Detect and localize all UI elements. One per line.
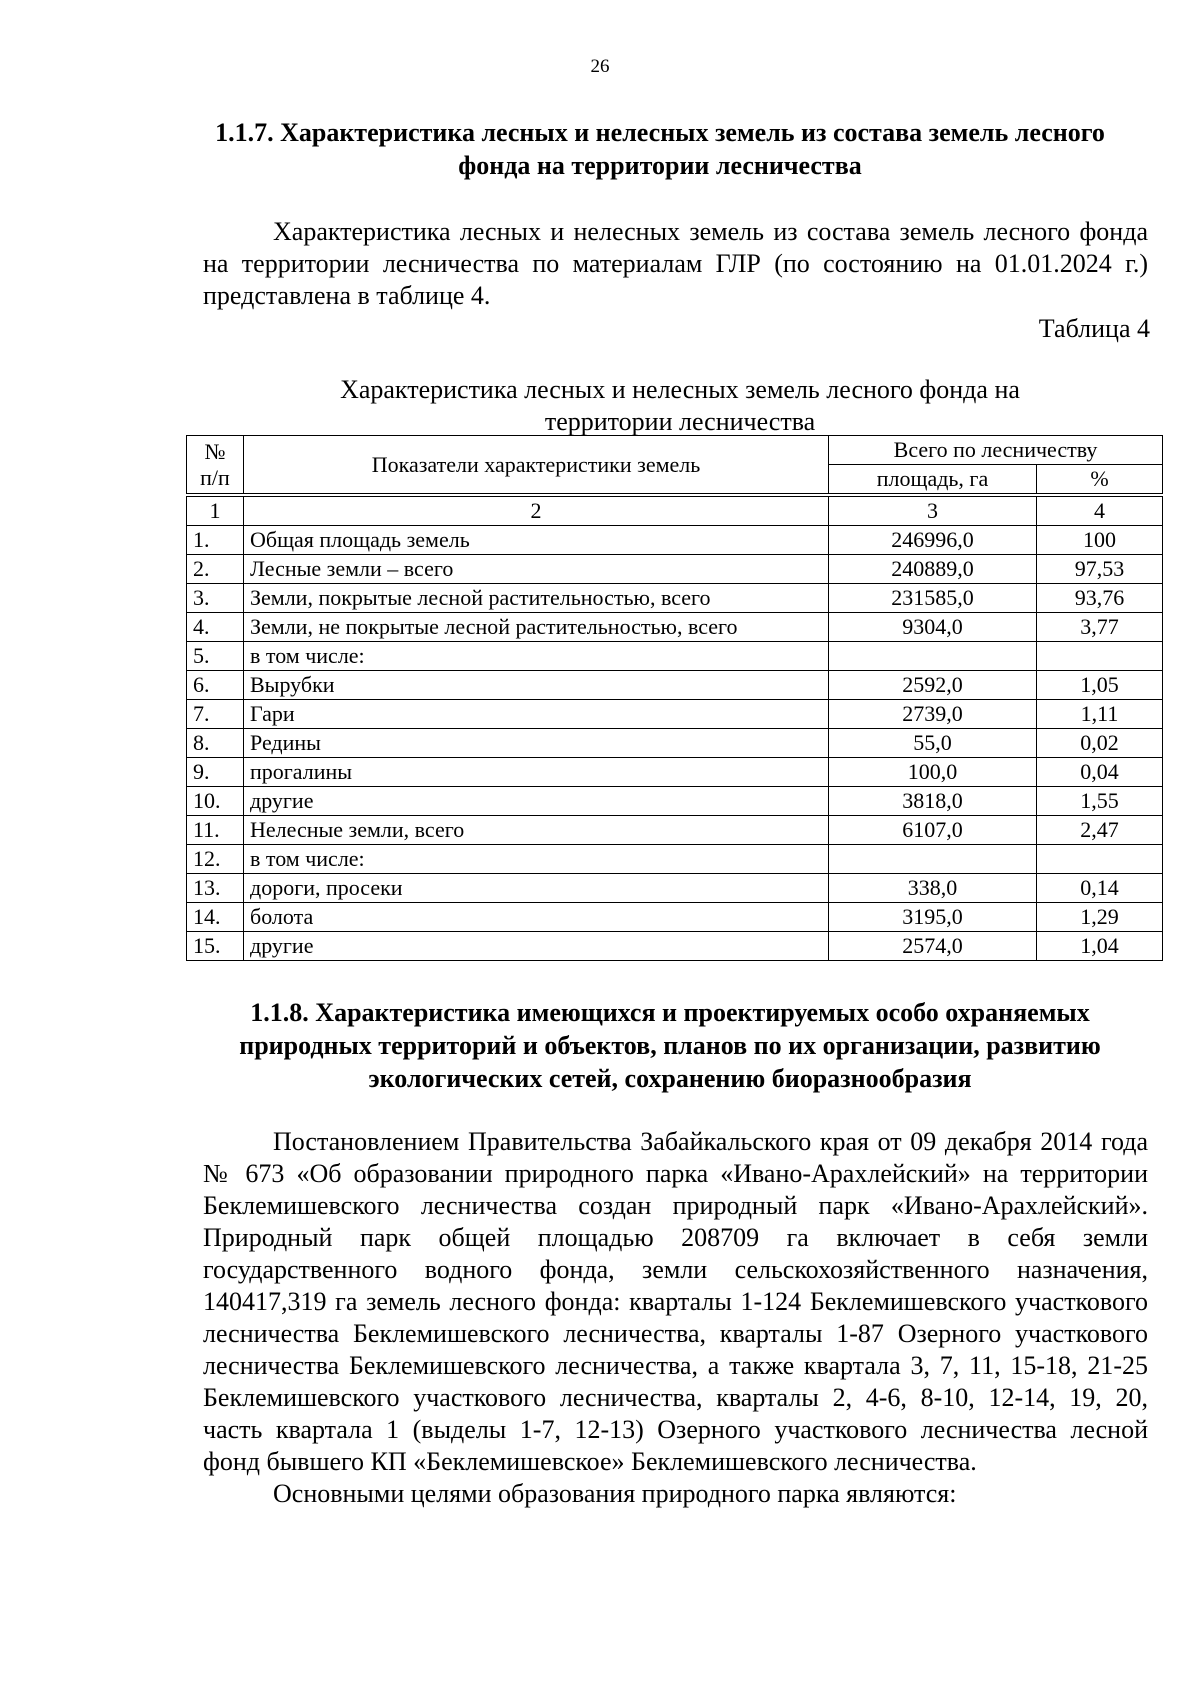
table-row (187, 845, 1163, 874)
row-area: 3818,0 (829, 787, 1037, 816)
table-row (187, 758, 1163, 787)
row-indicator: дороги, просеки (244, 874, 829, 903)
row-number: 1. (187, 526, 244, 555)
row-number: 12. (187, 845, 244, 874)
row-area: 338,0 (829, 874, 1037, 903)
header-num: № п/п (187, 436, 244, 496)
row-area: 3195,0 (829, 903, 1037, 932)
table-row (187, 816, 1163, 845)
table-row (187, 526, 1163, 555)
row-percent: 0,14 (1037, 874, 1163, 903)
row-percent: 1,29 (1037, 903, 1163, 932)
table-row (187, 642, 1163, 671)
row-indicator: Лесные земли – всего (244, 555, 829, 584)
row-number: 15. (187, 932, 244, 961)
col-number: 1 (187, 495, 244, 526)
row-area (829, 642, 1037, 671)
row-percent: 93,76 (1037, 584, 1163, 613)
row-area: 240889,0 (829, 555, 1037, 584)
row-area: 2592,0 (829, 671, 1037, 700)
section-1-1-8-text (203, 1126, 1148, 1510)
row-percent: 100 (1037, 526, 1163, 555)
row-number: 6. (187, 671, 244, 700)
table-row (187, 932, 1163, 961)
paragraph: Характеристика лесных и нелесных земель из состава земель лесного фонда на территории лесничества по материалам ГЛР (по состоянию на 01.01.2024 г.) представлена в таблице 4. (203, 217, 1148, 310)
row-percent: 2,47 (1037, 816, 1163, 845)
table-row (187, 613, 1163, 642)
row-percent (1037, 845, 1163, 874)
table-label: Таблица 4 (1038, 314, 1150, 343)
row-number: 7. (187, 700, 244, 729)
row-percent: 97,53 (1037, 555, 1163, 584)
row-area: 55,0 (829, 729, 1037, 758)
row-area (829, 845, 1037, 874)
section-heading-1-1-8: 1.1.8. Характеристика имеющихся и проектируемых особо охраняемых природных территорий и объектов, планов по их организации, развитию экологических сетей, сохранению биоразнообразия (239, 998, 1101, 1093)
row-indicator: Земли, покрытые лесной растительностью, всего (244, 584, 829, 613)
row-number: 3. (187, 584, 244, 613)
row-indicator: другие (244, 787, 829, 816)
row-indicator: болота (244, 903, 829, 932)
section-heading-1-1-7: 1.1.7. Характеристика лесных и нелесных земель из состава земель лесного фонда на территории лесничества (215, 118, 1105, 180)
row-percent (1037, 642, 1163, 671)
table-row (187, 700, 1163, 729)
col-number: 3 (829, 495, 1037, 526)
paragraph: Основными целями образования природного парка являются: (273, 1479, 957, 1508)
row-indicator: Земли, не покрытые лесной растительностью, всего (244, 613, 829, 642)
table-row (187, 584, 1163, 613)
row-indicator: Общая площадь земель (244, 526, 829, 555)
row-indicator: Вырубки (244, 671, 829, 700)
row-number: 4. (187, 613, 244, 642)
row-number: 13. (187, 874, 244, 903)
header-area: площадь, га (829, 465, 1037, 496)
table-row (187, 874, 1163, 903)
row-percent: 3,77 (1037, 613, 1163, 642)
row-percent: 0,04 (1037, 758, 1163, 787)
table-row (187, 555, 1163, 584)
page-number: 26 (590, 56, 610, 77)
table-caption: Характеристика лесных и нелесных земель лесного фонда на территории лесничества (340, 375, 1020, 436)
row-percent: 1,11 (1037, 700, 1163, 729)
header-indicator: Показатели характеристики земель (244, 436, 829, 496)
table-row (187, 787, 1163, 816)
table-row (187, 903, 1163, 932)
row-area: 6107,0 (829, 816, 1037, 845)
row-number: 2. (187, 555, 244, 584)
paragraph: Постановлением Правительства Забайкальского края от 09 декабря 2014 года № 673 «Об образовании природного парка «Ивано-Арахлейский» на территории Беклемишевского лесничества создан природный парк «Ивано-Арахлейский». Природный парк общей площадью 208709 га включает в себя земли государственного водного фонда, земли сельскохозяйственного назначения, 140417,319 га земель лесного фонда: кварталы 1-124 Беклемишевского участкового лесничества Беклемишевского лесничества, кварталы 1-87 Озерного участкового лесничества Беклемишевского лесничества, а также квартала 3, 7, 11, 15-18, 21-25 Беклемишевского участкового лесничества, кварталы 2, 4-6, 8-10, 12-14, 19, 20, часть квартала 1 (выделы 1-7, 12-13) Озерного участкового лесничества лесной фонд бывшего КП «Беклемишевское» Беклемишевского лесничества. (203, 1127, 1148, 1476)
row-indicator: в том числе: (244, 845, 829, 874)
table-row (187, 729, 1163, 758)
row-indicator: Нелесные земли, всего (244, 816, 829, 845)
section-1-1-7-text (203, 216, 1148, 312)
row-area: 100,0 (829, 758, 1037, 787)
row-indicator: Редины (244, 729, 829, 758)
table-header-row (187, 436, 1163, 465)
col-number: 4 (1037, 495, 1163, 526)
header-percent: % (1037, 465, 1163, 496)
row-area: 231585,0 (829, 584, 1037, 613)
col-number: 2 (244, 495, 829, 526)
row-number: 10. (187, 787, 244, 816)
row-number: 14. (187, 903, 244, 932)
header-group: Всего по лесничеству (829, 436, 1163, 465)
column-number-row (187, 495, 1163, 526)
row-indicator: другие (244, 932, 829, 961)
row-indicator: в том числе: (244, 642, 829, 671)
land-characteristics-table (186, 435, 1163, 961)
row-area: 246996,0 (829, 526, 1037, 555)
row-area: 2739,0 (829, 700, 1037, 729)
row-percent: 1,04 (1037, 932, 1163, 961)
row-number: 11. (187, 816, 244, 845)
row-percent: 1,05 (1037, 671, 1163, 700)
row-number: 8. (187, 729, 244, 758)
row-indicator: Гари (244, 700, 829, 729)
row-area: 2574,0 (829, 932, 1037, 961)
row-number: 5. (187, 642, 244, 671)
row-percent: 1,55 (1037, 787, 1163, 816)
table-row (187, 671, 1163, 700)
row-percent: 0,02 (1037, 729, 1163, 758)
row-number: 9. (187, 758, 244, 787)
row-area: 9304,0 (829, 613, 1037, 642)
row-indicator: прогалины (244, 758, 829, 787)
